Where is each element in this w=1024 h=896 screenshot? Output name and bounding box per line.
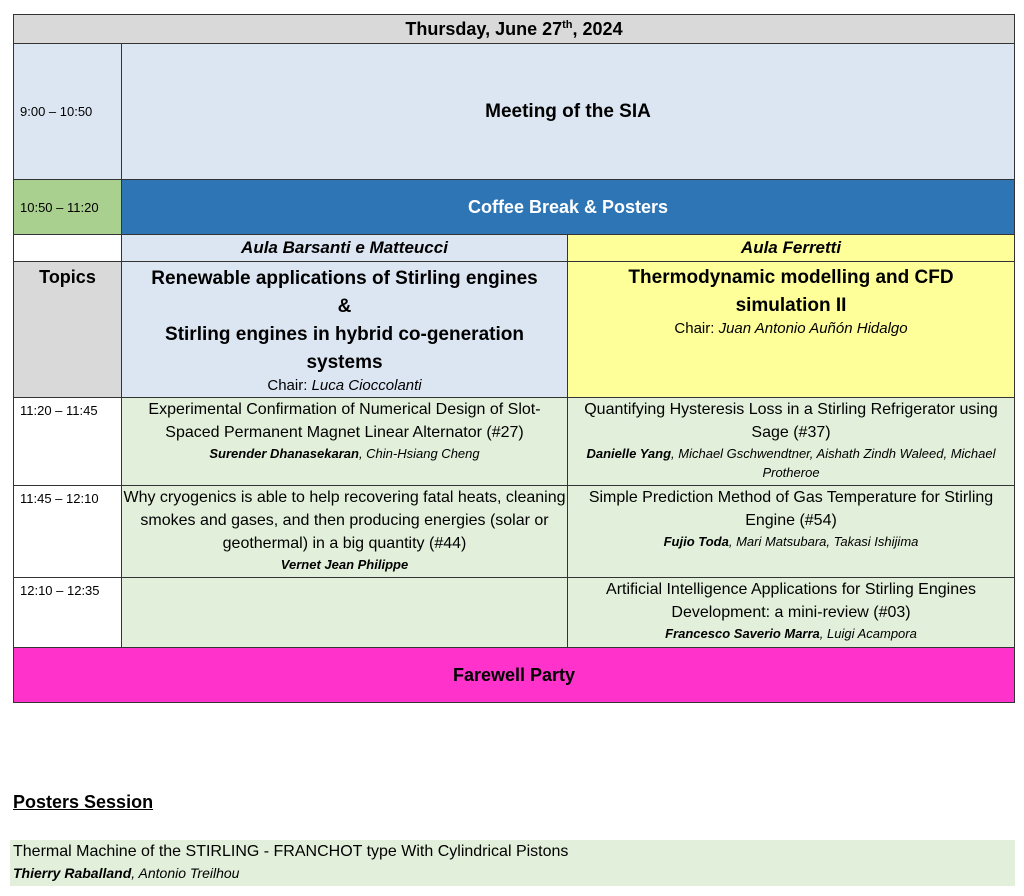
talk-title: Experimental Confirmation of Numerical Design of Slot-Spaced Permanent Magnet Linear Alternator (#27) xyxy=(148,401,541,441)
coffee-time: 10:50 – 11:20 xyxy=(14,180,122,235)
talk-title: Artificial Intelligence Applications for Stirling Engines Development: a mini-review (#03) xyxy=(606,581,976,621)
topic-left xyxy=(122,262,568,398)
topic-left-line3: Stirling engines in hybrid co-generation systems xyxy=(165,324,524,373)
lead-author: Fujio Toda xyxy=(663,534,729,549)
chair-label: Chair: xyxy=(674,320,715,337)
talk-authors xyxy=(122,444,567,463)
topics-row xyxy=(14,262,1015,398)
talk-title: Simple Prediction Method of Gas Temperature for Stirling Engine (#54) xyxy=(588,489,994,529)
posters-heading: Posters Session xyxy=(13,792,154,812)
room-left: Aula Barsanti e Matteucci xyxy=(122,235,568,262)
talk-row xyxy=(14,398,1015,486)
talk-time: 11:45 – 12:10 xyxy=(14,486,122,578)
coffee-row xyxy=(14,180,1015,235)
talk-authors xyxy=(568,444,1014,482)
co-authors: , Antonio Treilhou xyxy=(131,865,240,881)
lead-author: Francesco Saverio Marra xyxy=(665,626,820,641)
talk-row xyxy=(14,486,1015,578)
talk-authors xyxy=(122,555,567,574)
meeting-row xyxy=(14,44,1015,180)
day-header xyxy=(14,15,1015,44)
meeting-time: 9:00 – 10:50 xyxy=(14,44,122,180)
co-authors: , Michael Gschwendtner, Aishath Zindh Waleed, Michael Protheroe xyxy=(671,446,996,480)
day-header-row xyxy=(14,15,1015,44)
chair-name: Juan Antonio Auñón Hidalgo xyxy=(718,320,908,337)
day-header-text: Thursday, June 27 xyxy=(405,18,563,39)
talk-authors xyxy=(568,532,1014,551)
topic-right xyxy=(568,262,1015,398)
topic-left-chair xyxy=(134,377,555,394)
topics-label: Topics xyxy=(14,262,122,398)
co-authors: , Chin-Hsiang Cheng xyxy=(358,446,480,461)
topic-right-line1: Thermodynamic modelling and CFD simulation II xyxy=(628,267,954,316)
talk-title: Quantifying Hysteresis Loss in a Stirling Refrigerator using Sage (#37) xyxy=(584,401,998,441)
farewell-party: Farewell Party xyxy=(14,648,1015,703)
meeting-title: Meeting of the SIA xyxy=(122,44,1015,180)
poster-item xyxy=(10,840,1015,886)
talk-time: 12:10 – 12:35 xyxy=(14,578,122,648)
farewell-row xyxy=(14,648,1015,703)
schedule-table xyxy=(13,14,1015,703)
rooms-row xyxy=(14,235,1015,262)
talk-authors xyxy=(568,624,1014,643)
topic-left-line1: Renewable applications of Stirling engines xyxy=(151,268,538,289)
room-right: Aula Ferretti xyxy=(568,235,1015,262)
coffee-title: Coffee Break & Posters xyxy=(122,180,1015,235)
poster-title: Thermal Machine of the STIRLING - FRANCHOT type With Cylindrical Pistons xyxy=(13,843,569,860)
chair-label: Chair: xyxy=(267,377,308,394)
co-authors: , Luigi Acampora xyxy=(819,626,917,641)
day-header-year: , 2024 xyxy=(572,18,623,39)
talk-title: Why cryogenics is able to help recovering fatal heats, cleaning smokes and gases, and then producing energies (solar or geothermal) in a big quantity (#44) xyxy=(123,489,566,552)
poster-authors xyxy=(13,864,1015,882)
talk-right xyxy=(568,486,1015,578)
day-header-sup: th xyxy=(562,18,573,31)
lead-author: Danielle Yang xyxy=(586,446,672,461)
topic-right-chair xyxy=(588,320,994,337)
talk-right xyxy=(568,398,1015,486)
lead-author: Surender Dhanasekaran xyxy=(209,446,359,461)
rooms-empty-cell xyxy=(14,235,122,262)
talk-left xyxy=(122,398,568,486)
talk-right xyxy=(568,578,1015,648)
lead-author: Thierry Raballand xyxy=(13,865,132,881)
lead-author: Vernet Jean Philippe xyxy=(280,557,409,572)
talk-left xyxy=(122,486,568,578)
co-authors: , Mari Matsubara, Takasi Ishijima xyxy=(728,534,919,549)
talk-row xyxy=(14,578,1015,648)
chair-name: Luca Cioccolanti xyxy=(311,377,422,394)
talk-time: 11:20 – 11:45 xyxy=(14,398,122,486)
talk-left-empty xyxy=(122,578,568,648)
topic-left-line2: & xyxy=(337,296,352,317)
